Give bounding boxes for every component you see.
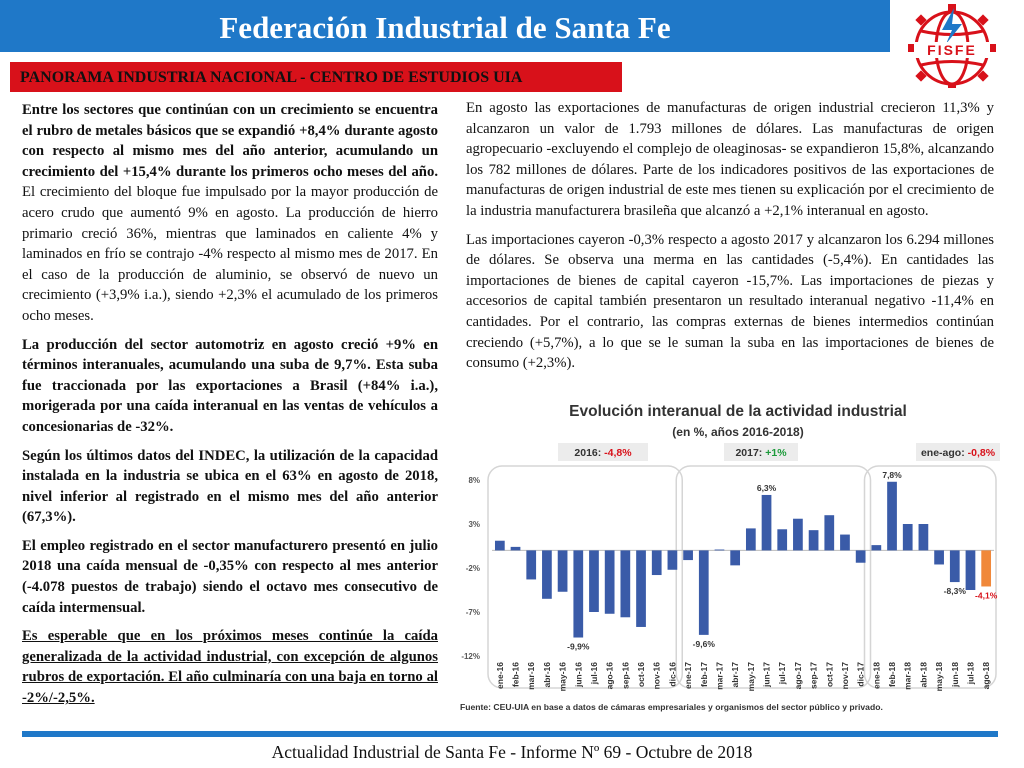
chart-source: Fuente: CEU-UIA en base a datos de cámaras empresariales y organismos del sector público y privado. xyxy=(460,702,883,712)
y-tick-label: -12% xyxy=(461,652,480,661)
data-label: -9,9% xyxy=(567,641,590,652)
x-tick-label: mar-17 xyxy=(714,662,725,690)
logo-text: FISFE xyxy=(927,42,977,58)
bar-ago-18 xyxy=(981,550,991,586)
bar-ene-17 xyxy=(683,550,693,560)
bar-dic-16 xyxy=(668,550,678,569)
bar-may-16 xyxy=(558,550,568,591)
x-tick-label: ago-16 xyxy=(604,662,615,690)
bar-jul-17 xyxy=(777,529,787,550)
x-tick-label: dic-17 xyxy=(855,662,866,687)
bar-sep-17 xyxy=(809,530,819,550)
x-tick-label: jun-16 xyxy=(573,662,584,688)
x-tick-label: abr-17 xyxy=(730,662,741,688)
bar-abr-17 xyxy=(730,550,740,565)
x-tick-label: nov-17 xyxy=(839,662,850,690)
paragraph-importaciones: Las importaciones cayeron -0,3% respecto a agosto 2017 y alcanzaron los 6.294 millones de dólares. Se observa una merma en las cantidades (-5,4%). En cantidades las importaciones de bienes de capital cayeron -15,7%. Las importaciones de piezas y accesorios de capital también presentaron un resultado interanual negativo -11,4% en cantidades. Por el contrario, las compras externas de bienes intermedios continúan creciendo (+5,7%), a lo que se le suman la suba en las importaciones de bienes de consumo (+2,3%). xyxy=(466,231,994,372)
x-tick-label: jul-17 xyxy=(777,662,788,685)
x-tick-label: ago-18 xyxy=(981,662,992,690)
summary-box-text xyxy=(921,447,996,459)
x-tick-label: jul-18 xyxy=(965,662,976,685)
footer-divider xyxy=(22,731,998,737)
year-group-box xyxy=(488,466,682,688)
paragraph-automotriz: La producción del sector automotriz en agosto creció +9% en términos interanuales, acumulando una suba de 9,7%. Esta suba fue traccionada por las exportaciones a Brasil (+84% i.a.), morigerada por una caída interanual en las ventas de vehículos a concesionarias de -32%. xyxy=(22,336,438,435)
bar-ago-17 xyxy=(793,519,803,551)
fisfe-logo xyxy=(902,4,1002,88)
x-tick-label: ene-17 xyxy=(683,662,694,689)
x-tick-label: sep-16 xyxy=(620,662,631,689)
bar-sep-16 xyxy=(620,550,630,617)
y-tick-label: 8% xyxy=(468,476,480,485)
summary-value: -0,8% xyxy=(967,447,996,459)
left-text-column xyxy=(22,100,438,717)
x-tick-label: nov-16 xyxy=(651,662,662,690)
data-label: -4,1% xyxy=(975,590,998,601)
x-tick-label: oct-16 xyxy=(636,662,647,688)
summary-box-text xyxy=(574,447,632,459)
x-tick-label: jul-16 xyxy=(588,662,599,685)
right-text-column xyxy=(466,98,994,382)
year-group-box xyxy=(865,466,997,688)
paragraph-metales: Entre los sectores que continúan con un crecimiento se encuentra el rubro de metales básicos que se expandió +8,4% durante agosto con respecto al mismo mes del año anterior, acumulando un crecimiento del +15,4% durante los primeros ocho meses del año. El crecimiento del bloque fue impulsado por la mayor producción de acero crudo que aumentó 9% en agosto. La producción de hierro primario creció 36%, mientras que laminados en caliente 4% y laminados en frío se contrajo -4% respecto al mismo mes de 2017. En el caso de la producción de aluminio, se observó de nuevo un crecimiento (+3,9% i.a.), siendo +2,3% el acumulado de los primeros ocho meses. xyxy=(22,102,438,324)
bar-ene-16 xyxy=(495,541,505,551)
bar-may-18 xyxy=(934,550,944,564)
x-tick-label: jun-17 xyxy=(761,662,772,688)
x-tick-label: sep-17 xyxy=(808,662,819,689)
data-label: 7,8% xyxy=(882,469,902,480)
y-tick-label: -7% xyxy=(465,608,480,617)
x-tick-label: dic-16 xyxy=(667,662,678,687)
x-tick-label: feb-17 xyxy=(698,662,709,688)
x-tick-label: oct-17 xyxy=(824,662,835,688)
x-tick-label: ene-16 xyxy=(494,662,505,689)
bar-mar-17 xyxy=(715,550,725,551)
bar-jul-16 xyxy=(589,550,599,612)
page-title: Federación Industrial de Santa Fe xyxy=(219,10,671,45)
paragraph-exportaciones: En agosto las exportaciones de manufacturas de origen industrial crecieron 11,3% y alcanzaron un valor de 1.793 millones de dólares. Las manufacturas de origen agropecuario -excluyendo el complejo de oleaginosas- se expandieron 15,8%, alcanzando los 782 millones de dólares. Parte de los indicadores positivos de las exportaciones de manufacturas de origen industrial de este mes tienen su explicación por el crecimiento de la industria manufacturera brasileña que alcanzó a +2,1% interanual en agosto. xyxy=(466,100,994,219)
summary-label: ene-ago: xyxy=(920,447,968,459)
bar-feb-17 xyxy=(699,550,709,634)
summary-value: -4,8% xyxy=(604,447,632,459)
x-tick-label: feb-16 xyxy=(510,662,521,688)
chart-title: Evolución interanual de la actividad industrial xyxy=(569,403,907,420)
bar-dic-17 xyxy=(856,550,866,562)
paragraph-capacidad: Según los últimos datos del INDEC, la utilización de la capacidad instalada en la industria se ubica en el 63% en agosto de 2018, nivel inferior al registrado en el mismo mes del año anterior (67,3%). xyxy=(22,447,438,526)
chart-subtitle: (en %, años 2016-2018) xyxy=(672,425,804,439)
summary-label: 2016: xyxy=(574,447,605,459)
x-tick-label: may-16 xyxy=(557,662,568,692)
paragraph-empleo: El empleo registrado en el sector manufacturero presentó en julio 2018 una caída mensual de -0,35% con respecto al mes anterior (-4.078 puestos de trabajo) siendo el octavo mes consecutivo de caída intermensual. xyxy=(22,537,438,616)
bar-jun-16 xyxy=(573,550,583,637)
footer-text: Actualidad Industrial de Santa Fe - Informe Nº 69 - Octubre de 2018 xyxy=(271,742,753,762)
bar-oct-16 xyxy=(636,550,646,627)
x-tick-label: ene-18 xyxy=(871,662,882,689)
bar-jul-18 xyxy=(966,550,976,590)
bar-jun-17 xyxy=(762,495,772,550)
bar-nov-16 xyxy=(652,550,662,575)
bar-feb-16 xyxy=(511,547,521,551)
chart-svg xyxy=(458,398,1004,720)
x-tick-label: may-17 xyxy=(745,662,756,692)
data-label: -9,6% xyxy=(692,638,715,649)
bar-feb-18 xyxy=(887,482,897,551)
x-tick-label: mar-16 xyxy=(526,662,537,690)
x-tick-label: may-18 xyxy=(934,662,945,692)
x-tick-label: jun-18 xyxy=(949,662,960,688)
bar-jun-18 xyxy=(950,550,960,582)
y-tick-label: 3% xyxy=(468,520,480,529)
x-tick-label: abr-18 xyxy=(918,662,929,688)
bar-oct-17 xyxy=(824,515,834,550)
bar-mar-18 xyxy=(903,524,913,550)
bar-ene-18 xyxy=(871,545,881,550)
summary-label: 2017: xyxy=(735,447,766,459)
section-banner: PANORAMA INDUSTRIA NACIONAL - CENTRO DE ESTUDIOS UIA xyxy=(10,62,622,92)
bar-nov-17 xyxy=(840,535,850,551)
bar-ago-16 xyxy=(605,550,615,613)
x-tick-label: abr-16 xyxy=(541,662,552,688)
bar-mar-16 xyxy=(526,550,536,579)
data-label: -8,3% xyxy=(943,586,966,597)
bar-abr-18 xyxy=(919,524,929,550)
bar-abr-16 xyxy=(542,550,552,598)
x-tick-label: feb-18 xyxy=(887,662,898,688)
summary-value: +1% xyxy=(765,447,787,459)
bar-may-17 xyxy=(746,528,756,550)
industrial-activity-chart xyxy=(458,398,1004,720)
summary-box-text xyxy=(735,447,787,459)
x-tick-label: ago-17 xyxy=(792,662,803,690)
data-label: 6,3% xyxy=(756,482,777,493)
y-tick-label: -2% xyxy=(465,564,480,573)
paragraph-perspectiva: Es esperable que en los próximos meses continúe la caída generalizada de la actividad industrial, con excepción de algunos rubros de exportación. El año culminaría con una baja en torno al -2%/-2,5%. xyxy=(22,628,438,707)
x-tick-label: mar-18 xyxy=(902,662,913,690)
